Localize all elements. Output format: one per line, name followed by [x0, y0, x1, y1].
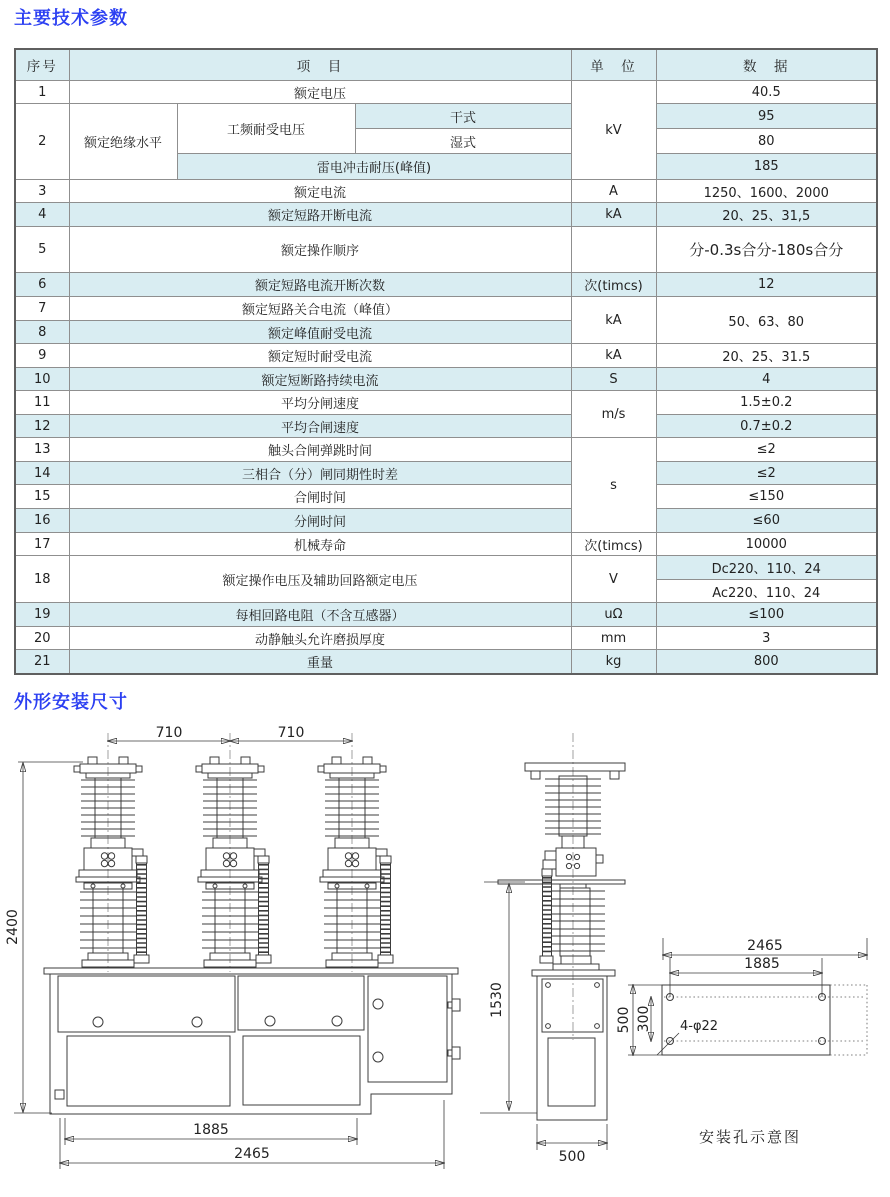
cell-data: 12	[656, 273, 877, 297]
cell-no: 6	[15, 273, 69, 297]
cell-item: 额定短路电流开断次数	[69, 273, 571, 297]
table-row	[15, 81, 877, 104]
cell-no: 13	[15, 438, 69, 462]
cell-item: 额定短路关合电流（峰值）	[69, 297, 571, 321]
cell-data: 10000	[656, 533, 877, 556]
cell-no: 7	[15, 297, 69, 321]
hole-size-label: 4-φ22	[680, 1019, 719, 1034]
cell-no: 4	[15, 203, 69, 227]
table-row	[15, 203, 877, 227]
cell-unit: S	[571, 368, 656, 391]
dim-holes-span-y: 300	[636, 1005, 652, 1033]
cell-data: Ac220、110、24	[656, 580, 877, 603]
cell-item: 额定操作电压及辅助回路额定电压	[69, 556, 571, 603]
dim-pole-spacing-right: 710	[277, 726, 305, 741]
table-row	[15, 104, 877, 129]
cell-data: 40.5	[656, 81, 877, 104]
cell-item-sub: 工频耐受电压	[177, 104, 355, 154]
dim-side-height: 1530	[489, 982, 505, 1018]
section-title-parameters: 主要技术参数	[14, 8, 128, 29]
cell-unit: V	[571, 556, 656, 603]
cell-data: ≤150	[656, 485, 877, 509]
cell-no: 1	[15, 81, 69, 104]
table-row	[15, 227, 877, 273]
cell-no: 12	[15, 415, 69, 438]
table-row	[15, 627, 877, 650]
cell-data: 4	[656, 368, 877, 391]
cell-no: 3	[15, 180, 69, 203]
table-row	[15, 297, 877, 321]
cell-no: 14	[15, 462, 69, 485]
table-row	[15, 368, 877, 391]
cell-data: Dc220、110、24	[656, 556, 877, 580]
table-row	[15, 556, 877, 580]
cell-item: 动静触头允许磨损厚度	[69, 627, 571, 650]
table-row	[15, 485, 877, 509]
dim-front-hole-span: 1885	[193, 1122, 229, 1138]
cell-unit: kV	[571, 81, 656, 180]
cell-item: 平均合闸速度	[69, 415, 571, 438]
cell-item: 分闸时间	[69, 509, 571, 533]
table-row	[15, 273, 877, 297]
cell-data: 20、25、31.5	[656, 344, 877, 368]
cell-item: 额定峰值耐受电流	[69, 321, 571, 344]
header-item: 项 目	[69, 49, 571, 81]
dim-holes-span-x: 1885	[744, 956, 780, 972]
cell-no: 11	[15, 391, 69, 415]
cell-item-sub: 湿式	[355, 129, 571, 154]
table-header-row	[15, 49, 877, 81]
table-row	[15, 533, 877, 556]
cell-data: ≤100	[656, 603, 877, 627]
cell-unit: mm	[571, 627, 656, 650]
cell-unit: kg	[571, 650, 656, 674]
cell-item-sub: 干式	[355, 104, 571, 129]
cell-item: 额定短时耐受电流	[69, 344, 571, 368]
table-row	[15, 438, 877, 462]
cell-item: 三相合（分）闸同期性时差	[69, 462, 571, 485]
cell-unit: kA	[571, 203, 656, 227]
cell-data: 0.7±0.2	[656, 415, 877, 438]
cell-data: ≤60	[656, 509, 877, 533]
cell-item: 每相回路电阻（不含互感器）	[69, 603, 571, 627]
cell-item-sub: 雷电冲击耐压(峰值)	[177, 154, 571, 180]
cell-no: 2	[15, 104, 69, 180]
cell-data: ≤2	[656, 462, 877, 485]
cell-unit: s	[571, 438, 656, 533]
cell-data: ≤2	[656, 438, 877, 462]
dim-front-width: 2465	[234, 1146, 270, 1162]
cell-item: 合闸时间	[69, 485, 571, 509]
cell-data: 80	[656, 129, 877, 154]
header-no: 序号	[15, 49, 69, 81]
cell-data: 1.5±0.2	[656, 391, 877, 415]
cell-unit: kA	[571, 344, 656, 368]
cell-item: 额定电压	[69, 81, 571, 104]
section-title-dimensions: 外形安装尺寸	[14, 692, 128, 713]
dim-holes-depth: 500	[616, 1006, 632, 1034]
cell-data: 50、63、80	[656, 297, 877, 344]
cell-no: 15	[15, 485, 69, 509]
cell-unit: A	[571, 180, 656, 203]
cell-no: 5	[15, 227, 69, 273]
cell-data: 3	[656, 627, 877, 650]
cell-no: 21	[15, 650, 69, 674]
cell-item: 平均分闸速度	[69, 391, 571, 415]
cell-no: 19	[15, 603, 69, 627]
cell-unit: uΩ	[571, 603, 656, 627]
table-row	[15, 344, 877, 368]
cell-item: 额定短路开断电流	[69, 203, 571, 227]
table-row	[15, 650, 877, 674]
cell-data: 185	[656, 154, 877, 180]
cell-no: 17	[15, 533, 69, 556]
table-row	[15, 415, 877, 438]
dim-front-height: 2400	[5, 909, 21, 945]
cell-no: 20	[15, 627, 69, 650]
cell-unit: m/s	[571, 391, 656, 438]
side-view	[480, 733, 625, 1165]
cell-item: 额定绝缘水平	[69, 104, 177, 180]
table-row	[15, 509, 877, 533]
header-data: 数 据	[656, 49, 877, 81]
cell-unit	[571, 227, 656, 273]
cell-unit: 次(timcs)	[571, 273, 656, 297]
cell-item: 额定操作顺序	[69, 227, 571, 273]
cell-data: 95	[656, 104, 877, 129]
cell-no: 9	[15, 344, 69, 368]
cell-item: 额定短断路持续电流	[69, 368, 571, 391]
header-unit: 单 位	[571, 49, 656, 81]
table-row	[15, 603, 877, 627]
cell-data: 20、25、31,5	[656, 203, 877, 227]
cell-data: 1250、1600、2000	[656, 180, 877, 203]
cell-item: 重量	[69, 650, 571, 674]
cell-item: 机械寿命	[69, 533, 571, 556]
cell-data: 分-0.3s合分-180s合分	[656, 227, 877, 273]
cell-unit: kA	[571, 297, 656, 344]
cell-no: 16	[15, 509, 69, 533]
table-row	[15, 391, 877, 415]
cell-unit: 次(timcs)	[571, 533, 656, 556]
cell-item: 触头合闸弹跳时间	[69, 438, 571, 462]
table-row	[15, 462, 877, 485]
cell-no: 10	[15, 368, 69, 391]
cell-no: 18	[15, 556, 69, 603]
table-row	[15, 180, 877, 203]
dimension-drawings	[0, 726, 890, 1197]
dim-pole-spacing-left: 710	[155, 726, 183, 741]
cell-item: 额定电流	[69, 180, 571, 203]
specs-table	[14, 48, 878, 675]
cell-no: 8	[15, 321, 69, 344]
dim-side-depth: 500	[558, 1149, 586, 1165]
cell-data: 800	[656, 650, 877, 674]
hole-diagram-caption: 安装孔示意图	[698, 1128, 802, 1146]
mounting-hole-diagram	[616, 938, 867, 1146]
front-view	[5, 726, 460, 1169]
dim-holes-width: 2465	[747, 938, 783, 954]
